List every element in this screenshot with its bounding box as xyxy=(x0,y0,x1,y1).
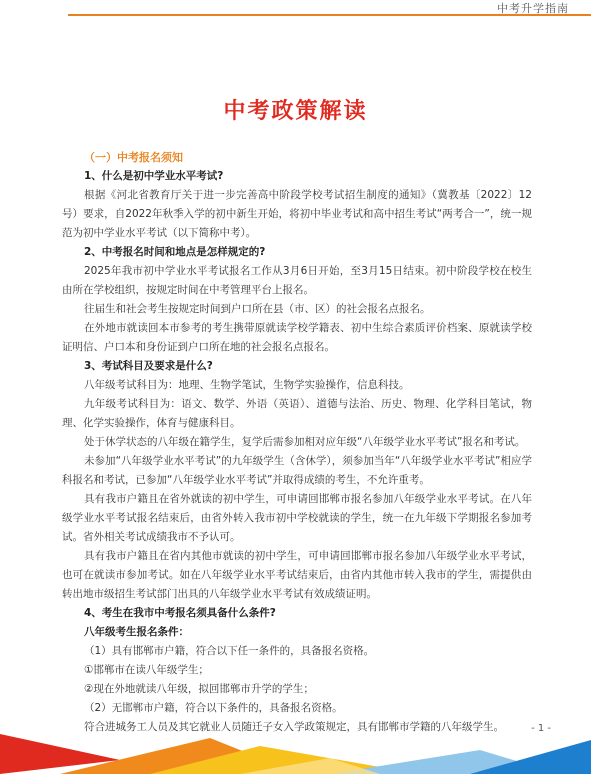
paragraph: （2）无邯郸市户籍，符合以下条件的，具备报名资格。 xyxy=(84,702,343,714)
question-heading-2: 2、中考报名时间和地点是怎样规定的? xyxy=(84,246,266,258)
paragraph: （1）具有邯郸市户籍，符合以下任一条件的，具备报名资格。 xyxy=(84,645,375,657)
question-heading-3: 3、考试科目及要求是什么? xyxy=(84,360,213,372)
document-body xyxy=(62,148,532,737)
running-header: 中考升学指南 xyxy=(497,2,569,15)
page-number: - 1 - xyxy=(531,723,551,734)
question-heading-4: 4、考生在我市中考报名须具备什么条件? xyxy=(84,607,276,619)
paragraph: 符合进城务工人员及其它就业人员随迁子女入学政策规定，具有邯郸市学籍的八年级学生。 xyxy=(84,721,504,733)
paragraph: 八年级考试科目为：地理、生物学笔试，生物学实验操作，信息科技。 xyxy=(84,379,410,391)
list-item: ①邯郸市在读八年级学生； xyxy=(84,664,209,676)
paragraph: 未参加“八年级学业水平考试”的九年级学生（含休学），须参加当年“八年级学业水平考试”相应学科报名和考试，已参加“八年级学业水平考试”并取得成绩的考生，不允许重考。 xyxy=(62,455,532,486)
paragraph: 具有我市户籍且在省内其他市就读的初中学生，可申请回邯郸市报名参加八年级学业水平考试，也可在就读市参加考试。如在八年级学业水平考试结束后，由省内其他市转入我市的学生，需提供由转出地市级招生考试部门出具的八年级学业水平考试有效成绩证明。 xyxy=(62,550,532,600)
paragraph: 在外地市就读回本市参考的考生携带原就读学校学籍表、初中生综合素质评价档案、原就读学校证明信、户口本和身份证到户口所在地的社会报名点报名。 xyxy=(62,322,532,353)
list-item: ②现在外地就读八年级，拟回邯郸市升学的学生； xyxy=(84,683,314,695)
paragraph: 往届生和社会考生按规定时间到户口所在县（市、区）的社会报名点报名。 xyxy=(84,303,431,315)
paragraph: 处于休学状态的八年级在籍学生，复学后需参加相对应年级“八年级学业水平考试”报名和考试。 xyxy=(84,436,526,448)
decorative-footer-band xyxy=(0,716,591,774)
sub-heading: 八年级考生报名条件： xyxy=(84,626,189,638)
section-heading: （一）中考报名须知 xyxy=(84,151,183,164)
paragraph: 2025年我市初中学业水平考试报名工作从3月6日开始，至3月15日结束。初中阶段学校在校生由所在学校组织，按规定时间在中考管理平台上报名。 xyxy=(62,265,532,296)
page-title: 中考政策解读 xyxy=(223,99,368,124)
paragraph: 根据《河北省教育厅关于进一步完善高中阶段学校考试招生制度的通知》（冀教基〔2022〕12号）要求，自2022年秋季入学的初中新生开始，将初中毕业考试和高中招生考试“两考合一”，统一规范为初中学业水平考试（以下简称中考）。 xyxy=(62,189,532,239)
paragraph: 具有我市户籍且在省外就读的初中学生，可申请回邯郸市报名参加八年级学业水平考试。在八年级学业水平考试报名结束后，由省外转入我市初中学校就读的学生，统一在九年级下学期报名参加考试。省外相关考试成绩我市不予认可。 xyxy=(62,493,532,543)
question-heading-1: 1、什么是初中学业水平考试? xyxy=(84,170,224,182)
paragraph: 九年级考试科目为：语文、数学、外语（英语）、道德与法治、历史、物理、化学科目笔试，物理、化学实验操作，体育与健康科目。 xyxy=(62,398,532,429)
